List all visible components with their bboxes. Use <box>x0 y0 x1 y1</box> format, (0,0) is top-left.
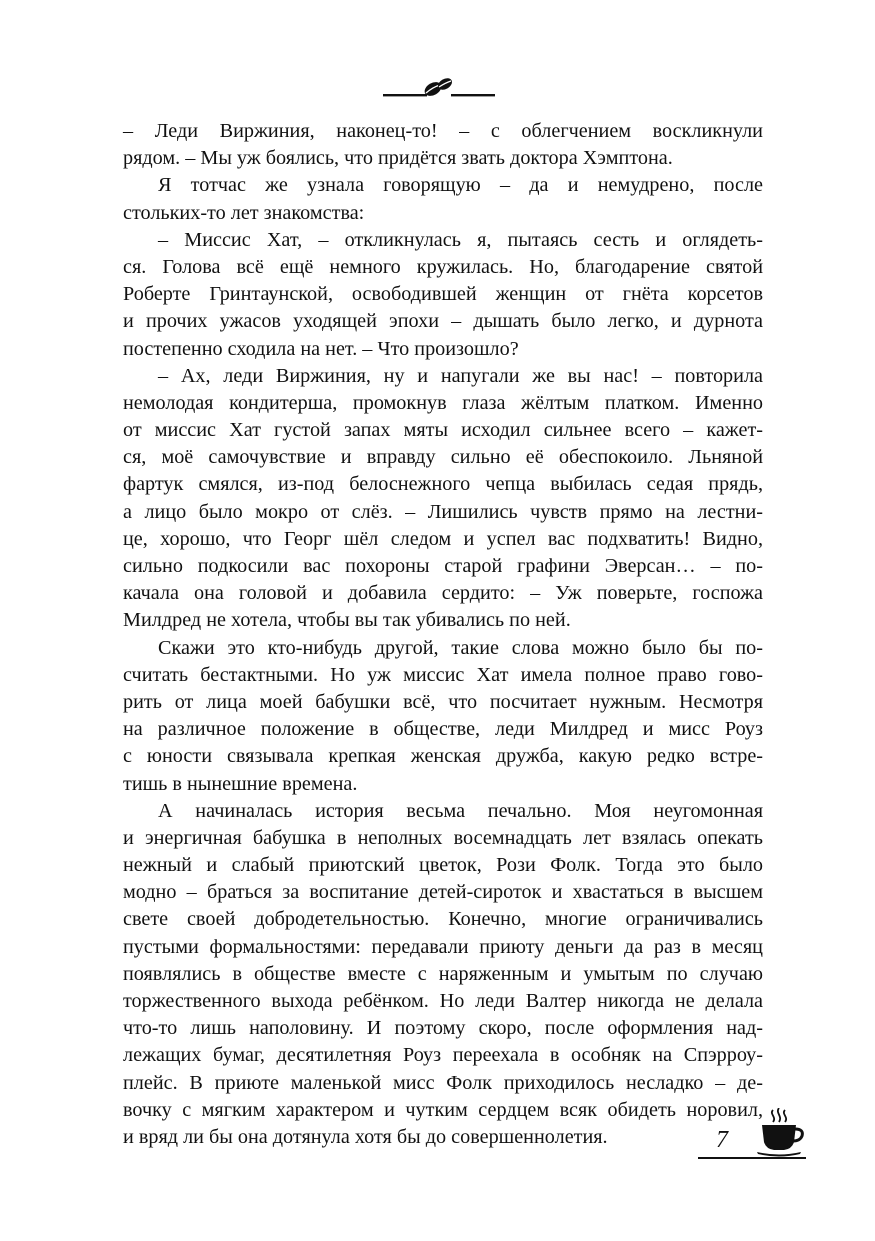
text-line: и прочих ужасов уходящей эпохи – дышать было легко, и дурнота <box>123 310 763 333</box>
page-number: 7 <box>716 1127 728 1153</box>
text-line: постепенно сходила на нет. – Что произошло? <box>123 337 519 360</box>
text-line: плейс. В приюте маленькой мисс Фолк приходилось несладко – де- <box>123 1071 763 1094</box>
text-line: на различное положение в обществе, леди Милдред и мисс Роуз <box>123 718 763 741</box>
coffee-cup-icon <box>756 1108 804 1158</box>
text-line: а лицо было мокро от слёз. – Лишились чувств прямо на лестни- <box>123 500 763 523</box>
text-line: с юности связывала крепкая женская дружба, какую редко встре- <box>123 745 763 768</box>
text-line: Милдред не хотела, чтобы вы так убивались по ней. <box>123 609 571 632</box>
text-line: А начиналась история весьма печально. Моя неугомонная <box>158 799 763 822</box>
text-line: це, хорошо, что Георг шёл следом и успел вас подхватить! Видно, <box>123 527 763 550</box>
text-line: нежный и слабый приютский цветок, Рози Фолк. Тогда это было <box>123 854 763 877</box>
text-line: от миссис Хат густой запах мяты исходил сильнее всего – кажет- <box>123 419 763 442</box>
text-line: считать бестактными. Но уж миссис Хат имела полное право гово- <box>123 663 763 686</box>
text-line: модно – браться за воспитание детей-сироток и хвастаться в высшем <box>123 881 763 904</box>
coffee-bean-icon <box>383 72 495 102</box>
text-line: торжественного выхода ребёнком. Но леди Валтер никогда не делала <box>123 990 763 1012</box>
text-line: – Ах, леди Виржиния, ну и напугали же вы нас! – повторила <box>158 364 763 387</box>
text-line: Роберте Гринтаунской, освободившей женщин от гнёта корсетов <box>123 283 763 306</box>
text-line: сильно подкосили вас похороны старой графини Эверсан… – по- <box>123 555 763 577</box>
text-line: свете своей добродетельностью. Конечно, многие ограничивались <box>123 908 763 931</box>
text-line: ся. Голова всё ещё немного кружилась. Но, благодарение святой <box>123 255 763 278</box>
text-line: ся, моё самочувствие и вправду сильно её обеспокоило. Льняной <box>123 446 763 469</box>
text-line: рядом. – Мы уж боялись, что придётся звать доктора Хэмптона. <box>123 147 673 170</box>
text-line: Скажи это кто-нибудь другой, такие слова можно было бы по- <box>158 636 763 659</box>
text-line: лежащих бумаг, десятилетняя Роуз переехала в особняк на Спэрроу- <box>123 1044 763 1067</box>
text-line: – Миссис Хат, – откликнулась я, пытаясь сесть и оглядеть- <box>158 228 763 251</box>
text-line: что-то лишь наполовину. И поэтому скоро, после оформления над- <box>123 1017 763 1040</box>
text-line: и энергичная бабушка в неполных восемнадцать лет взялась опекать <box>123 826 763 849</box>
text-line: качала она головой и добавила сердито: – Уж поверьте, госпожа <box>123 582 763 605</box>
text-line: пустыми формальностями: передавали приюту деньги да раз в месяц <box>123 935 763 958</box>
text-line: и вряд ли бы она дотянула хотя бы до совершеннолетия. <box>123 1125 608 1148</box>
text-line: появлялись в обществе вместе с наряженным и умытым по случаю <box>123 962 763 985</box>
text-line: тишь в нынешние времена. <box>123 772 358 795</box>
page-footer <box>698 1108 808 1168</box>
text-line: – Леди Виржиния, наконец-то! – с облегчением воскликнули <box>123 120 763 142</box>
text-line: Я тотчас же узнала говорящую – да и немудрено, после <box>158 174 763 197</box>
text-line: вочку с мягким характером и чутким сердцем всяк обидеть норовил, <box>123 1098 763 1121</box>
text-line: рить от лица моей бабушки всё, что посчитает нужным. Несмотря <box>123 690 763 713</box>
body-text <box>123 118 763 1151</box>
text-line: стольких-то лет знакомства: <box>123 201 365 224</box>
text-line: фартук смялся, из-под белоснежного чепца выбилась седая прядь, <box>123 473 763 496</box>
text-line: немолодая кондитерша, промокнув глаза жёлтым платком. Именно <box>123 391 763 414</box>
